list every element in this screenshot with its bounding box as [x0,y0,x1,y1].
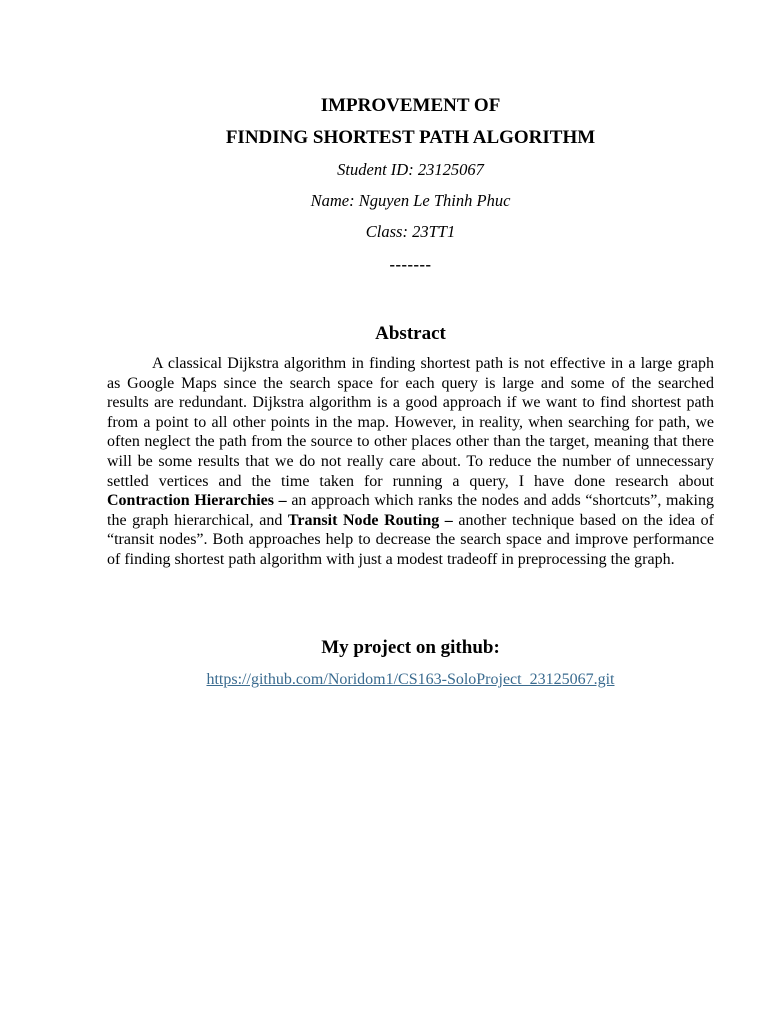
title-block [107,90,714,283]
abstract-text-part-1: A classical Dijkstra algorithm in finding shortest path is not effective in a large graph as Google Maps since the search space for each query is large and some of the searched results are redundant. Dijkstra algorithm is a good approach if we want to find shortest path from a point to all other points in the map. However, in reality, when searching for path, we often neglect the path from the source to other places other than the target, meaning that there will be some results that we do not really care about. To reduce the number of unnecessary settled vertices and the time taken for running a query, I have done research about [107,355,714,490]
document-page [107,0,714,1024]
abstract-term-transit-node-routing: Transit Node Routing – [287,511,453,529]
github-heading: My project on github: [321,637,500,658]
abstract-text-part-3: another technique based on the idea of “transit nodes”. Both approaches help to decrease the search space and improve performance of finding shortest path algorithm with just a modest tradeoff in preprocessing the graph. [107,511,715,568]
title-line-1: IMPROVEMENT OF [320,95,501,116]
student-name: Name: Nguyen Le Thinh Phuc [310,191,511,210]
title-line-2: FINDING SHORTEST PATH ALGORITHM [225,127,596,148]
github-link-line [107,669,714,691]
github-repo-link[interactable]: https://github.com/Noridom1/CS163-SoloProject_23125067.git [206,671,615,688]
abstract-text-part-2: an approach which ranks the nodes and adds “shortcuts”, making the graph hierarchical, and [107,492,714,529]
abstract-heading: Abstract [375,323,446,344]
student-id: Student ID: 23125067 [337,160,484,179]
title-separator: ------- [389,255,432,274]
abstract-term-contraction-hierarchies: Contraction Hierarchies – [107,492,287,510]
abstract-paragraph [107,354,714,570]
student-class: Class: 23TT1 [365,222,456,241]
